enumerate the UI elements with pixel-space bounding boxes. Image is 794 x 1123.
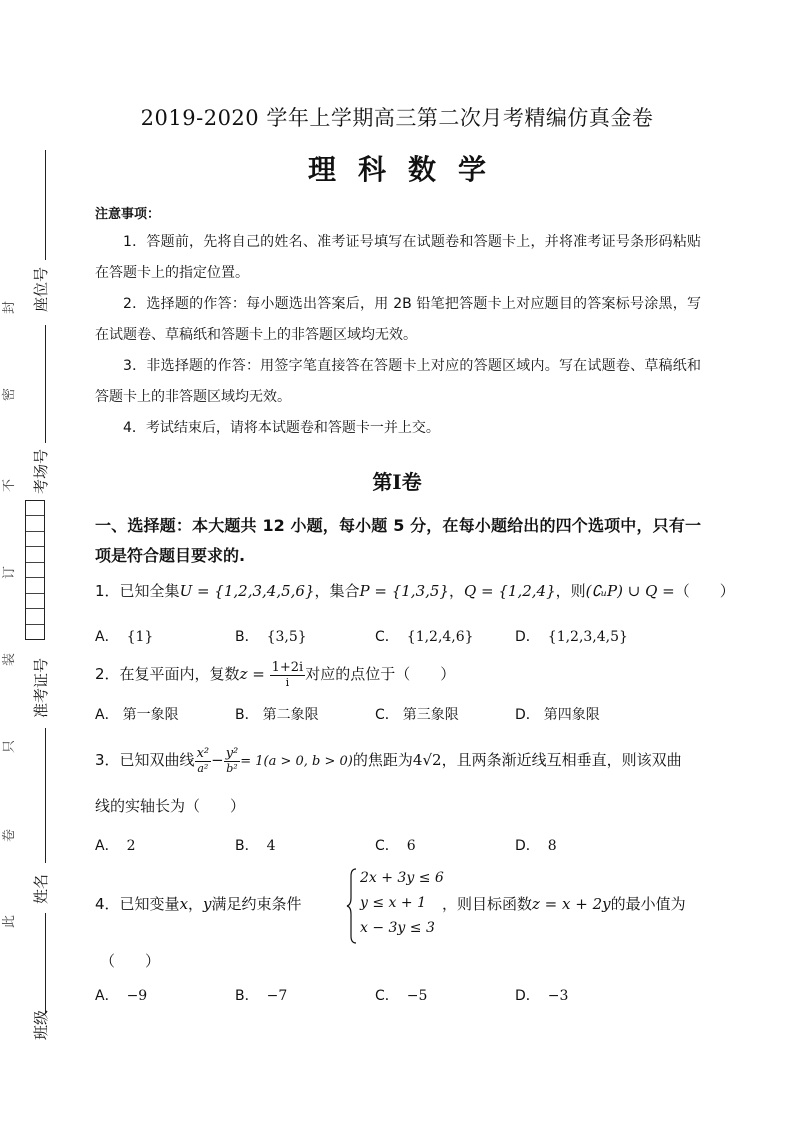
option-value: {1} (126, 629, 154, 645)
option-value: −5 (406, 988, 428, 1004)
option-d[interactable] (515, 985, 568, 1005)
option-label: B． (235, 629, 259, 645)
math-expr: 4√2 (412, 751, 442, 769)
notes-heading: 注意事项： (95, 207, 161, 222)
math-expr: y (203, 895, 212, 913)
note-item: 2．选择题的作答：每小题选出答案后，用 2B 铅笔把答题卡上对应题目的答案标号涂黑，写在试题卷、草稿纸和答题卡上的非答题区域均无效。 (95, 296, 701, 343)
math-expr: − (211, 751, 224, 769)
question-text: 的最小值为 (610, 895, 686, 913)
constraint-line: y ≤ x + 1 (360, 895, 426, 911)
option-a[interactable] (95, 985, 147, 1005)
option-value: −3 (547, 988, 569, 1004)
seal-char: 密 (2, 387, 18, 402)
seal-char: 封 (2, 300, 18, 315)
option-value: 第一象限 (122, 707, 179, 723)
option-value: 4 (266, 838, 276, 854)
option-value: −7 (266, 988, 288, 1004)
option-label: D． (515, 988, 540, 1004)
note-item: 4．考试结束后，请将本试题卷和答题卡一并上交。 (123, 420, 440, 436)
option-d[interactable] (515, 704, 600, 724)
option-label: C． (375, 629, 399, 645)
option-d[interactable] (515, 835, 557, 855)
option-a[interactable] (95, 704, 179, 724)
option-b[interactable] (235, 626, 307, 646)
option-c[interactable] (375, 704, 459, 724)
question-text: 已知变量 (119, 895, 180, 913)
question-text: 满足约束条件 (211, 895, 302, 913)
question-text: ，则目标函数 (442, 895, 533, 913)
option-value: −9 (126, 988, 148, 1004)
part-instructions: 一、选择题：本大题共 12 小题，每小题 5 分，在每小题给出的四个选项中，只有一项是符合题目要求的. (95, 516, 701, 565)
math-expr: z = (239, 665, 265, 683)
math-expr: U = {1,2,3,4,5,6} (179, 582, 315, 600)
seal-char: 装 (2, 652, 18, 667)
option-b[interactable] (235, 835, 276, 855)
option-label: A． (95, 707, 119, 723)
question-4-tail (442, 893, 686, 914)
seal-char: 不 (2, 478, 18, 493)
option-b[interactable] (235, 704, 319, 724)
name-label: 姓名 (32, 873, 50, 904)
seal-char: 此 (2, 914, 18, 929)
option-label: D． (515, 707, 540, 723)
option-value: {1,2,4,6} (406, 629, 474, 645)
option-label: C． (375, 707, 399, 723)
constraint-line: x − 3y ≤ 3 (360, 920, 435, 936)
option-label: A． (95, 988, 119, 1004)
question-number: 2． (95, 665, 120, 683)
note-item: 3．非选择题的作答：用签字笔直接答在答题卡上对应的答题区域内。写在试题卷、草稿纸和答题卡上的非答题区域均无效。 (95, 358, 701, 405)
class-label: 班级 (32, 1009, 50, 1040)
question-text: ， (448, 582, 464, 600)
option-label: A． (95, 629, 119, 645)
option-c[interactable] (375, 626, 474, 646)
exam-number-boxes[interactable] (25, 500, 45, 640)
option-value: 第三象限 (402, 707, 459, 723)
fraction: $\frac{\text{y²}}{\text{b²}}$ (225, 745, 239, 775)
question-text: ，则 (555, 582, 586, 600)
option-value: 第二象限 (262, 707, 319, 723)
option-value: {3,5} (266, 629, 307, 645)
option-value: 2 (126, 838, 136, 854)
math-expr: = 1(a > 0, b > 0) (240, 754, 353, 769)
question-text: ，且两条渐近线互相垂直，则该双曲 (441, 751, 682, 769)
seal-char: 只 (2, 739, 18, 754)
question-number: 4． (95, 895, 120, 913)
option-label: A． (95, 838, 119, 854)
exam-no-label: 准考证号 (32, 657, 50, 718)
option-d[interactable] (515, 626, 628, 646)
question-3 (95, 740, 705, 782)
subject-title: 理科数学 (307, 153, 508, 186)
option-value: 6 (406, 838, 416, 854)
question-number: 3． (95, 751, 120, 769)
fraction: $\frac{\text{x²}}{\text{a²}}$ (196, 745, 210, 775)
option-value: {1,2,3,4,5} (547, 629, 628, 645)
answer-blank: （ ） (674, 582, 735, 600)
option-value: 第四象限 (543, 707, 600, 723)
question-number: 1． (95, 582, 120, 600)
math-expr: (∁ᵤP) ∪ Q = (585, 582, 675, 600)
left-brace-icon (346, 868, 358, 944)
question-text: 对应的点位于（ ） (305, 665, 456, 683)
fraction: $\frac{1+2i}{i}$ (271, 659, 304, 689)
section-title: 第Ⅰ卷 (372, 470, 422, 494)
seat-label: 座位号 (32, 266, 50, 312)
option-label: B． (235, 838, 259, 854)
seal-char: 卷 (2, 828, 18, 843)
option-label: C． (375, 838, 399, 854)
option-a[interactable] (95, 626, 153, 646)
question-1 (95, 580, 735, 601)
question-text: 在复平面内，复数 (119, 665, 240, 683)
option-label: B． (235, 707, 259, 723)
name-line (45, 728, 46, 863)
question-2 (95, 656, 705, 692)
option-c[interactable] (375, 985, 427, 1005)
question-4 (95, 893, 302, 914)
question-text: ， (188, 895, 204, 913)
option-b[interactable] (235, 985, 287, 1005)
question-text: ，集合 (314, 582, 360, 600)
question-4-line2: （ ） (100, 952, 161, 970)
room-label: 考场号 (32, 448, 50, 494)
question-text: 已知双曲线 (119, 751, 195, 769)
option-a[interactable] (95, 835, 136, 855)
option-label: B． (235, 988, 259, 1004)
question-text: 已知全集 (119, 582, 180, 600)
option-label: D． (515, 838, 540, 854)
note-item: 1．答题前，先将自己的姓名、准考证号填写在试题卷和答题卡上，并将准考证号条形码粘贴在答题卡上的指定位置。 (95, 234, 701, 281)
math-expr: P = {1,3,5} (359, 582, 449, 600)
constraint-line: 2x + 3y ≤ 6 (360, 870, 444, 886)
exam-title: 2019-2020 学年上学期高三第二次月考精编仿真金卷 (140, 106, 654, 130)
option-label: D． (515, 629, 540, 645)
math-expr: x (179, 895, 189, 913)
option-label: C． (375, 988, 399, 1004)
question-3-line2: 线的实轴长为（ ） (95, 797, 246, 815)
math-expr: z = x + 2y (532, 895, 611, 913)
class-line (45, 913, 46, 1013)
question-text: 的焦距为 (352, 751, 413, 769)
option-value: 8 (547, 838, 557, 854)
option-c[interactable] (375, 835, 416, 855)
seal-char: 订 (2, 565, 18, 580)
math-expr: Q = {1,2,4} (463, 582, 556, 600)
room-line (45, 325, 46, 443)
